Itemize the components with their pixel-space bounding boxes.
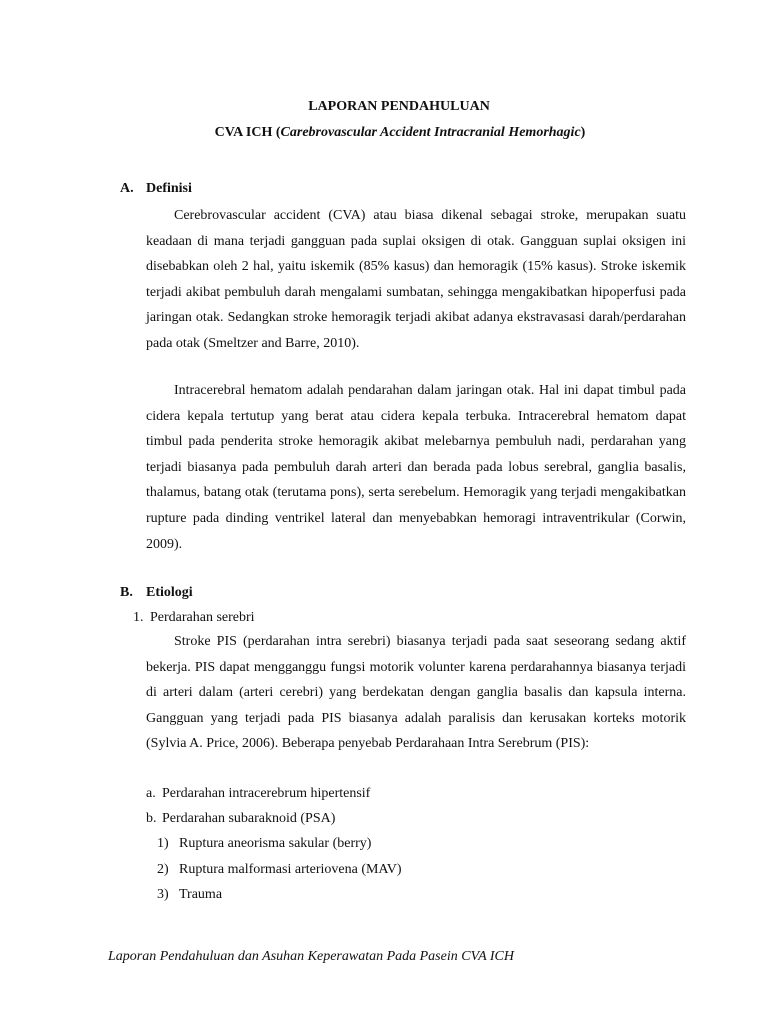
document-title: LAPORAN PENDAHULUAN bbox=[308, 99, 490, 114]
etiologi-item-1 bbox=[133, 609, 255, 627]
etiologi-sub-b-text: Perdarahan subaraknoid (PSA) bbox=[162, 811, 336, 826]
subtitle-prefix: CVA ICH ( bbox=[214, 125, 281, 140]
etiologi-sub-b-item-text: Ruptura malformasi arteriovena (MAV) bbox=[179, 862, 402, 877]
etiologi-sub-a bbox=[146, 785, 370, 803]
document-subtitle bbox=[16, 124, 768, 142]
section-a-letter: A. bbox=[120, 181, 134, 196]
etiologi-item-1-number: 1. bbox=[133, 610, 144, 625]
page-footer: Laporan Pendahuluan dan Asuhan Keperawatan Pada Pasein CVA ICH bbox=[108, 949, 514, 964]
section-a-heading bbox=[120, 180, 192, 198]
etiologi-item-1-label: Perdarahan serebri bbox=[150, 610, 255, 625]
etiologi-item-1-paragraph: Stroke PIS (perdarahan intra serebri) biasanya terjadi pada saat seseorang sedang aktif bekerja. PIS dapat mengganggu fungsi motorik volunter karena perdarahannya biasanya terjadi di arteri dalam (arteri cerebri) yang berdekatan dengan ganglia basalis dan kapsula interna. Gangguan yang terjadi pada PIS biasanya adalah paralisis dan kerusakan korteks motorik (Sylvia A. Price, 2006). Beberapa penyebab Perdarahaan Intra Serebrum (PIS): bbox=[146, 634, 686, 752]
etiologi-sub-b-item-marker: 1) bbox=[157, 836, 169, 851]
section-b-title: Etiologi bbox=[146, 585, 193, 600]
etiologi-sub-a-text: Perdarahan intracerebrum hipertensif bbox=[162, 786, 371, 801]
section-a-paragraph-1: Cerebrovascular accident (CVA) atau biasa dikenal sebagai stroke, merupakan suatu keadaan di mana terjadi gangguan pada suplai oksigen di otak. Gangguan suplai oksigen ini disebabkan oleh 2 hal, yaitu iskemik (85% kasus) dan hemoragik (15% kasus). Stroke iskemik terjadi akibat pembuluh darah mengalami sumbatan, sehingga mengakibatkan hipoperfusi pada jaringan otak. Sedangkan stroke hemoragik terjadi akibat adanya ekstravasasi darah/perdarahan pada otak (Smeltzer and Barre, 2010). bbox=[146, 208, 686, 351]
etiologi-sub-b bbox=[146, 810, 335, 828]
section-b-heading bbox=[120, 584, 193, 602]
etiologi-sub-b-item-text: Ruptura aneorisma sakular (berry) bbox=[179, 836, 372, 851]
etiologi-sub-a-marker: a. bbox=[146, 786, 156, 801]
etiologi-sub-b-item bbox=[157, 835, 371, 853]
subtitle-suffix: ) bbox=[580, 125, 586, 140]
section-a-title: Definisi bbox=[146, 181, 192, 196]
etiologi-sub-b-marker: b. bbox=[146, 811, 157, 826]
etiologi-sub-b-item-text: Trauma bbox=[179, 887, 223, 902]
etiologi-sub-b-item-marker: 2) bbox=[157, 862, 169, 877]
section-b-letter: B. bbox=[120, 585, 133, 600]
etiologi-sub-b-item bbox=[157, 886, 222, 904]
subtitle-italic: Carebrovascular Accident Intracranial Hemorhagic bbox=[280, 125, 581, 140]
etiologi-sub-b-item bbox=[157, 861, 402, 879]
section-a-paragraph-2: Intracerebral hematom adalah pendarahan dalam jaringan otak. Hal ini dapat timbul pada cidera kepala tertutup yang berat atau cidera kepala terbuka. Intracerebral hematom dapat timbul pada penderita stroke hemoragik akibat melebarnya pembuluh nadi, perdarahan yang terjadi biasanya pada pembuluh darah arteri dan berada pada lobus serebral, ganglia basalis, thalamus, batang otak (terutama pons), serta serebelum. Hemoragik yang terjadi mengakibatkan rupture pada dinding ventrikel lateral dan menyebabkan hemoragi intraventrikular (Corwin, 2009). bbox=[146, 383, 686, 552]
etiologi-sub-b-item-marker: 3) bbox=[157, 887, 169, 902]
